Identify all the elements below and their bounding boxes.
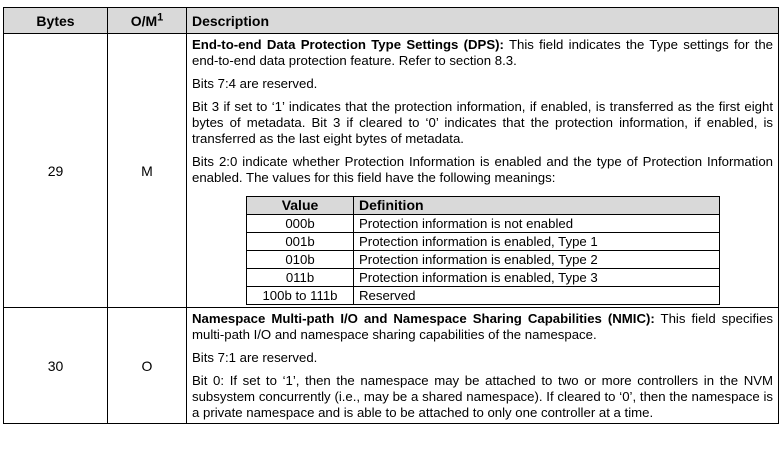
header-om-label: O/M (130, 12, 158, 29)
header-om (108, 8, 187, 34)
field-title: Namespace Multi-path I/O and Namespace Sharing Capabilities (NMIC): (192, 311, 655, 326)
field-paragraph: Bits 7:4 are reserved. (192, 76, 318, 91)
inner-definition: Protection information is not enabled (354, 215, 720, 233)
inner-row (247, 269, 720, 287)
inner-value: 001b (247, 233, 354, 251)
inner-row (247, 251, 720, 269)
inner-value: 011b (247, 269, 354, 287)
row-description (187, 308, 779, 424)
table-row (4, 308, 779, 424)
field-title-rest: This field indicates the Type settings for the end-to-end data protection feature. Refer to section 8.3. (192, 37, 773, 68)
header-om-footnote: 1 (157, 10, 164, 23)
row-bytes: 30 (4, 308, 108, 424)
inner-definition: Protection information is enabled, Type 2 (354, 251, 720, 269)
field-summary (192, 37, 773, 69)
inner-header-definition: Definition (354, 197, 720, 215)
row-bytes: 29 (4, 34, 108, 308)
spec-table (3, 7, 779, 424)
inner-definition: Reserved (354, 287, 720, 305)
row-description (187, 34, 779, 308)
inner-row (247, 287, 720, 305)
inner-definition: Protection information is enabled, Type 1 (354, 233, 720, 251)
inner-value: 100b to 111b (247, 287, 354, 305)
inner-row (247, 233, 720, 251)
field-paragraph: Bit 0: If set to ‘1’, then the namespace may be attached to two or more controllers in the NVM subsystem concurrently (i.e., may be a shared namespace). If cleared to ‘0’, then the namespace is a private namespace and is able to be attached to only one controller at a time. (192, 373, 773, 420)
inner-value: 010b (247, 251, 354, 269)
inner-value: 000b (247, 215, 354, 233)
field-paragraph: Bits 2:0 indicate whether Protection Information is enabled and the type of Protection Information enabled. The values for this field have the following meanings: (192, 154, 773, 185)
table-row (4, 34, 779, 308)
inner-definition: Protection information is enabled, Type 3 (354, 269, 720, 287)
header-description: Description (187, 8, 779, 34)
header-bytes: Bytes (4, 8, 108, 34)
value-definition-table (246, 196, 720, 305)
inner-header-row (247, 197, 720, 215)
inner-row (247, 215, 720, 233)
header-row (4, 8, 779, 34)
field-summary (192, 311, 773, 343)
field-title-rest: This field specifies multi-path I/O and namespace sharing capabilities of the namespace. (192, 311, 773, 342)
row-om: O (108, 308, 187, 424)
field-paragraph: Bits 7:1 are reserved. (192, 350, 318, 365)
row-om: M (108, 34, 187, 308)
field-paragraph: Bit 3 if set to ‘1’ indicates that the protection information, if enabled, is transferred as the first eight bytes of metadata. Bit 3 if cleared to ‘0’ indicates that the protection information, if enabled, is transferred as the last eight bytes of metadata. (192, 99, 773, 146)
field-title: End-to-end Data Protection Type Settings (DPS): (192, 37, 504, 52)
inner-header-value: Value (247, 197, 354, 215)
